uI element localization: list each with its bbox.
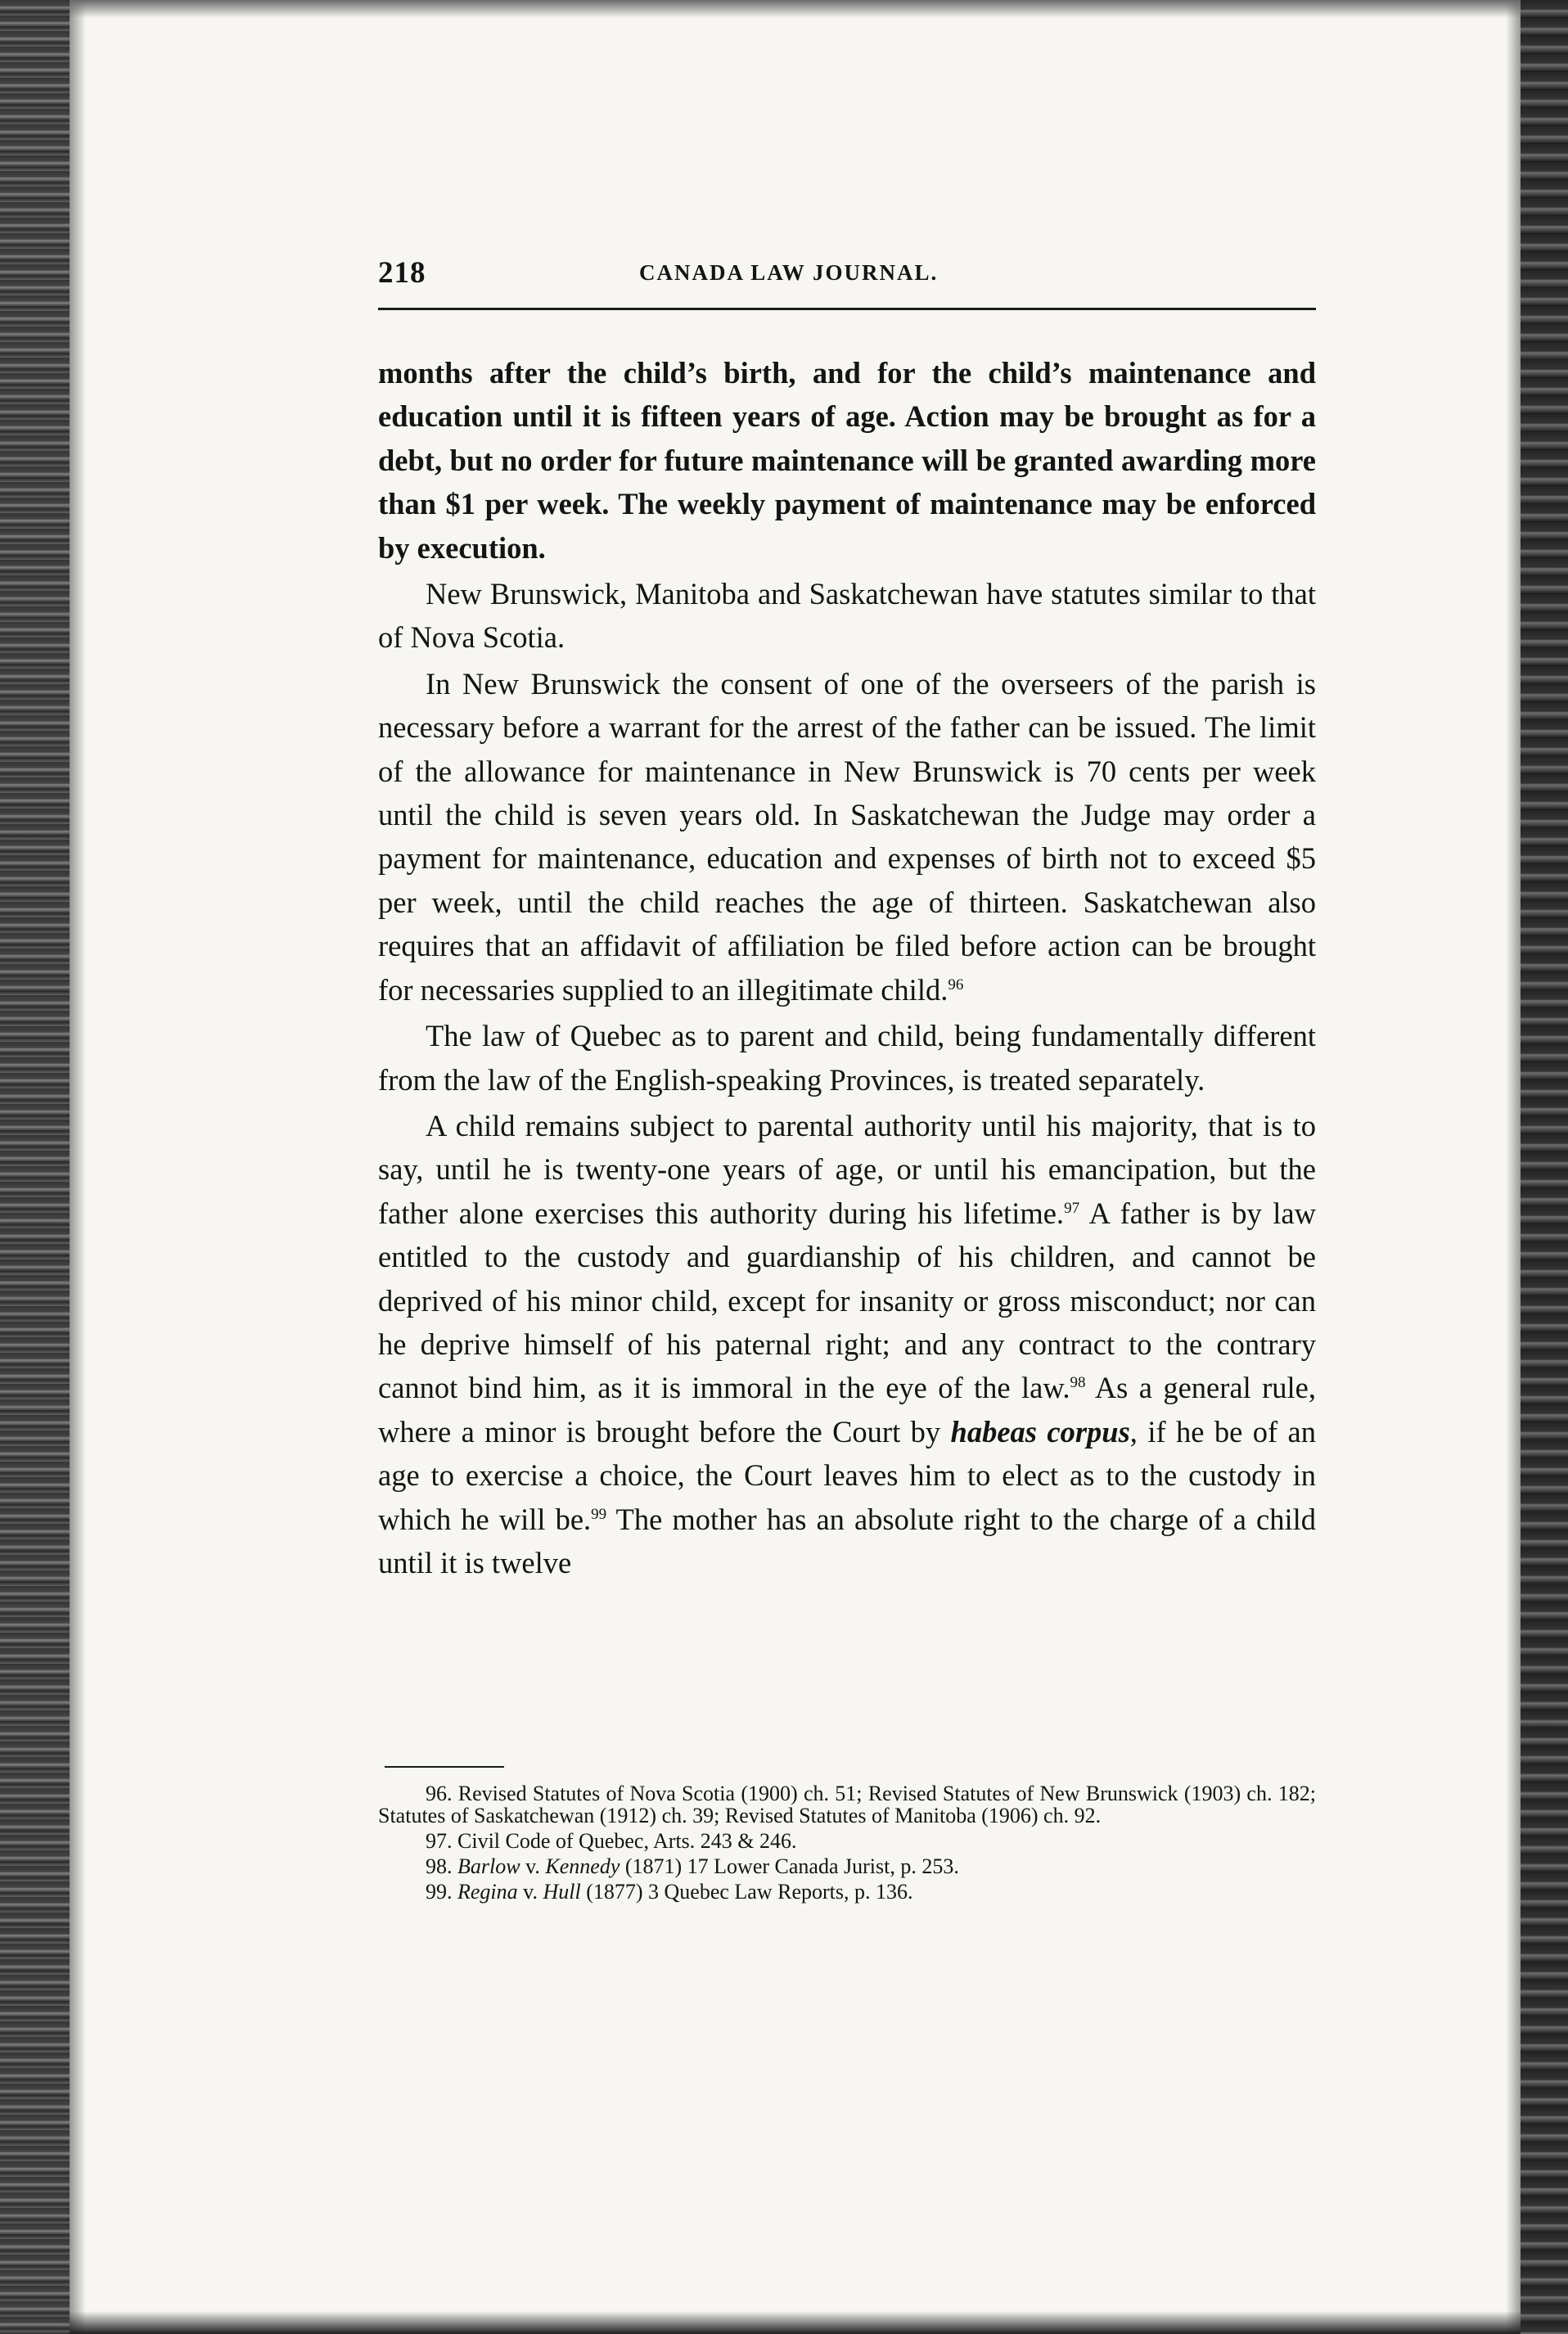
page-bottom-edge [70, 2311, 1521, 2334]
page-top-edge [70, 0, 1521, 18]
footnote-99 [378, 1881, 1316, 1903]
paragraph-5-text-d: , if he be of an age to exercise a choice, the Court leaves him to elect as to the custody in which he will be. [378, 1414, 1316, 1536]
footnote-98-party-2: Kennedy [545, 1854, 620, 1878]
footnote-99-versus: v. [517, 1880, 543, 1904]
footnote-99-party-2: Hull [543, 1880, 581, 1904]
footnotes [378, 1782, 1316, 1906]
paragraph-5 [378, 1104, 1316, 1584]
paragraph-1: months after the child’s birth, and for the child’s maintenance and education until it is fifteen years of age. Action may be brought as for a debt, but no order for future maintenance will be granted awarding more than $1 per week. The weekly payment of maintenance may be enforced by execution. [378, 356, 1316, 565]
paragraph-3-text: In New Brunswick the consent of one of the overseers of the parish is necessary before a warrant for the arrest of the father can be issued. The limit of the allowance for maintenance in New Brunswick is 70 cents per week until the child is seven years old. In Saskatchewan the Judge may order a payment for maintenance, education and expenses of birth not to exceed $5 per week, until the child reaches the age of thirteen. Saskatchewan also requires that an affidavit of affiliation be filed before action can be brought for necessaries supplied to an illegitimate child. [378, 666, 1316, 1007]
footnote-96 [378, 1782, 1316, 1827]
paragraph-2 [378, 572, 1316, 660]
footnote-96-text: Revised Statutes of Nova Scotia (1900) ch. 51; Revised Statutes of New Brunswick (1903) ch. 182; Statutes of Saskatchewan (1912) ch. 39; Revised Statutes of Manitoba (1906) ch. 92. [378, 1782, 1316, 1827]
footnote-97-number: 97. [426, 1829, 453, 1853]
page-number: 218 [378, 256, 426, 290]
footnote-98-number: 98. [426, 1854, 453, 1878]
paragraph-4 [378, 1014, 1316, 1102]
footnote-ref-97: 97 [1064, 1199, 1080, 1217]
paragraph-2-text: New Brunswick, Manitoba and Saskatchewan have statutes similar to that of Nova Scotia. [378, 577, 1316, 655]
body-text [378, 351, 1316, 1587]
footnote-98-versus: v. [520, 1854, 546, 1878]
paragraph-5-text-a: A child remains subject to parental authority until his majority, that is to say, until he is twenty-one years of age, or until his emancipation, but the father alone exercises this authority during his lifetime. [378, 1108, 1316, 1230]
binding-edge [0, 0, 70, 2334]
footnote-97-text: Civil Code of Quebec, Arts. 243 & 246. [452, 1829, 797, 1853]
header-rule [378, 308, 1316, 310]
paragraph-5-text-b: A father is by law entitled to the custody and guardianship of his children, and cannot be deprived of his minor child, except for insanity or gross misconduct; nor can he deprive himself of his paternal right; and any contract to the contrary cannot bind him, as it is immoral in the eye of the law. [378, 1196, 1316, 1405]
footnote-98 [378, 1855, 1316, 1877]
footnote-99-party-1: Regina [457, 1880, 518, 1904]
footnote-97 [378, 1830, 1316, 1852]
footnote-rule [385, 1766, 504, 1768]
habeas-corpus-italic: habeas corpus [950, 1414, 1130, 1449]
footnote-99-text: (1877) 3 Quebec Law Reports, p. 136. [580, 1880, 913, 1904]
footnote-ref-96: 96 [948, 976, 964, 994]
footnote-98-party-1: Barlow [457, 1854, 520, 1878]
footnote-98-text: (1871) 17 Lower Canada Jurist, p. 253. [620, 1854, 959, 1878]
paragraph-5-text-e: The mother has an absolute right to the charge of a child until it is twelve [378, 1502, 1316, 1579]
paragraph-4-text: The law of Quebec as to parent and child, being fundamentally different from the law of the English-speaking Provinces, is treated separately. [378, 1019, 1316, 1097]
footnote-ref-98: 98 [1070, 1374, 1086, 1392]
paragraph-5-text-c: As a general rule, where a minor is brought before the Court by [378, 1371, 1316, 1449]
paragraph-3 [378, 662, 1316, 1012]
running-head: CANADA LAW JOURNAL. [639, 260, 939, 285]
footnote-96-number: 96. [426, 1782, 453, 1805]
footnote-99-number: 99. [426, 1880, 453, 1904]
page-right-edge [1521, 0, 1568, 2334]
page-header [378, 250, 1316, 300]
footnote-ref-99: 99 [591, 1505, 607, 1523]
